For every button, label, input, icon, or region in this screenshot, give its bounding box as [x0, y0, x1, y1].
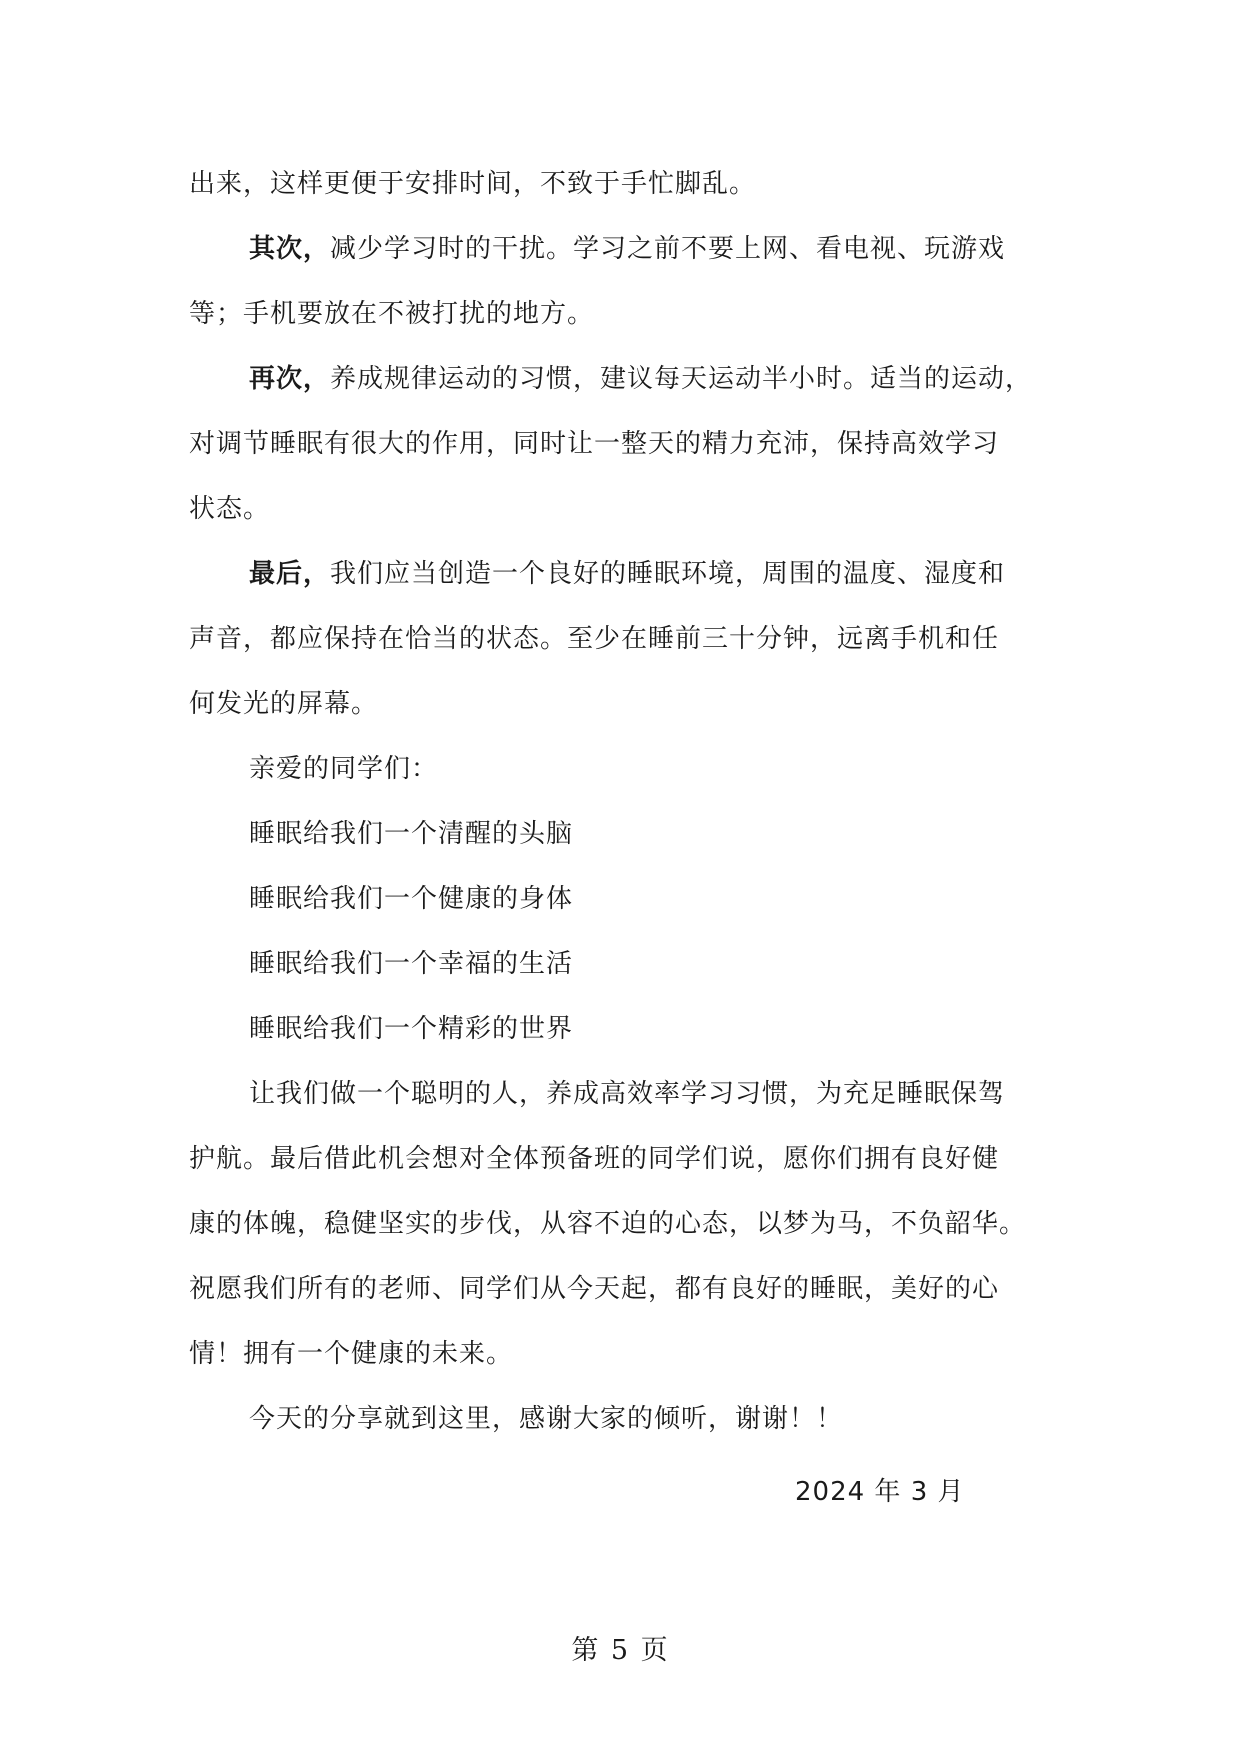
text-line — [189, 867, 1057, 932]
line-text: 护航。最后借此机会想对全体预备班的同学们说，愿你们拥有良好健 — [189, 1144, 1000, 1174]
bold-lead: 其次， — [249, 234, 331, 264]
text-line — [189, 802, 1057, 867]
line-text: 睡眠给我们一个清醒的头脑 — [249, 819, 574, 849]
text-line — [189, 282, 1057, 347]
line-text: 等；手机要放在不被打扰的地方。 — [189, 299, 595, 329]
line-text: 睡眠给我们一个幸福的生活 — [249, 949, 574, 979]
text-line — [189, 607, 1057, 672]
line-text: 亲爱的同学们： — [249, 754, 439, 784]
text-line — [189, 542, 1057, 607]
text-line — [189, 997, 1057, 1062]
text-line — [189, 477, 1057, 542]
text-line — [189, 932, 1057, 997]
text-line — [189, 737, 1057, 802]
line-text: 声音，都应保持在恰当的状态。至少在睡前三十分钟，远离手机和任 — [189, 624, 1000, 654]
line-text: 我们应当创造一个良好的睡眠环境，周围的温度、湿度和 — [330, 559, 1006, 589]
line-text: 出来，这样更便于安排时间，不致于手忙脚乱。 — [189, 169, 757, 199]
line-text: 情！拥有一个健康的未来。 — [189, 1339, 514, 1369]
text-line — [189, 1062, 1057, 1127]
line-text: 何发光的屏幕。 — [189, 689, 379, 719]
bold-lead: 再次， — [249, 364, 331, 394]
line-text: 减少学习时的干扰。学习之前不要上网、看电视、玩游戏 — [330, 234, 1006, 264]
bold-lead: 最后， — [249, 559, 331, 589]
text-line — [189, 412, 1057, 477]
text-line — [189, 1322, 1057, 1387]
line-text: 状态。 — [189, 494, 271, 524]
line-text: 康的体魄，稳健坚实的步伐，从容不迫的心态，以梦为马，不负韶华。 — [189, 1209, 1027, 1239]
text-line — [189, 1192, 1057, 1257]
line-text: 对调节睡眠有很大的作用，同时让一整天的精力充沛，保持高效学习 — [189, 429, 1000, 459]
document-date: 2024 年 3 月 — [795, 1477, 965, 1507]
line-text: 睡眠给我们一个健康的身体 — [249, 884, 574, 914]
text-line — [189, 347, 1057, 412]
text-line — [189, 1127, 1057, 1192]
text-line — [189, 217, 1057, 282]
line-text: 让我们做一个聪明的人，养成高效率学习习惯，为充足睡眠保驾 — [249, 1079, 1006, 1109]
line-text: 祝愿我们所有的老师、同学们从今天起，都有良好的睡眠，美好的心 — [189, 1274, 1000, 1304]
text-line — [189, 1257, 1057, 1322]
text-line — [189, 152, 1057, 217]
line-text: 养成规律运动的习惯，建议每天运动半小时。适当的运动， — [330, 364, 1033, 394]
text-line — [189, 1387, 1057, 1452]
page-number: 第 5 页 — [571, 1635, 670, 1666]
text-line — [189, 672, 1057, 737]
line-text: 今天的分享就到这里，感谢大家的倾听，谢谢！！ — [249, 1404, 844, 1434]
line-text: 睡眠给我们一个精彩的世界 — [249, 1014, 574, 1044]
document-body — [189, 152, 1057, 1452]
